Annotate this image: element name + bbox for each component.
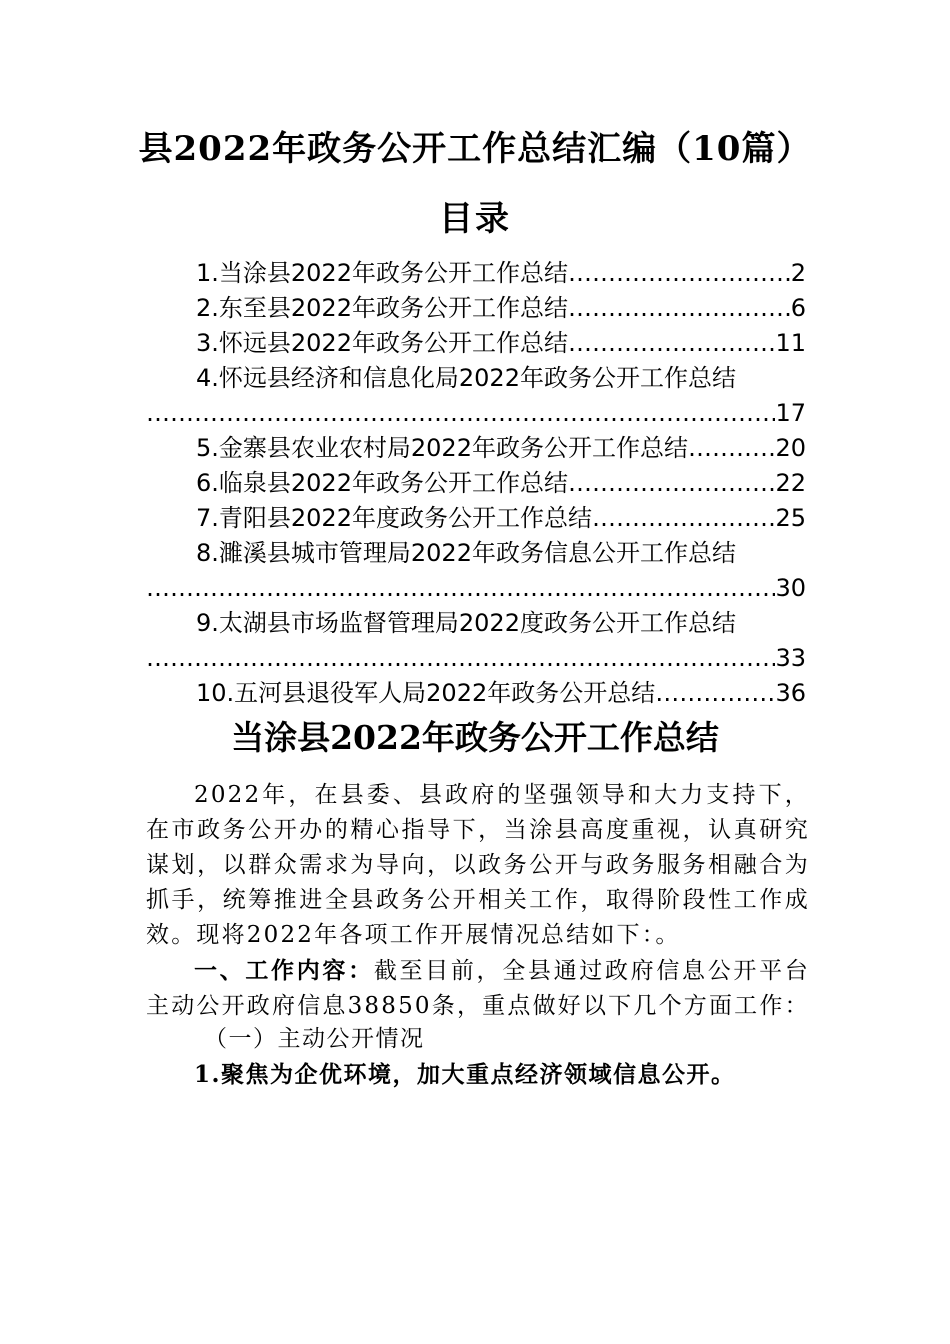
toc-entry-page: 17 [775,399,806,427]
toc-entry-page: 25 [775,504,806,532]
toc-leader-dots [568,256,791,291]
toc-heading: 目录 [439,199,511,239]
toc-entry[interactable] [146,431,806,466]
paragraph-lead-heading: 一、工作内容： [194,957,374,984]
toc-entry-label: 2.东至县2022年政务公开工作总结 [196,294,568,322]
toc-entry-page: 11 [775,329,806,357]
toc-entry-label: 6.临泉县2022年政务公开工作总结 [196,469,568,497]
paragraph-text: 截至目前，全县通过政府信息公开平台主动公开政府信息38850条，重点做好以下几个方面工作： [146,958,810,1019]
table-of-contents [146,256,806,711]
toc-entry-label: 4.怀远县经济和信息化局2022年政务公开工作总结 [196,364,736,392]
toc-entry[interactable] [146,326,806,361]
toc-entry-page: 22 [775,469,806,497]
subsection-heading: （一）主动公开情况 [204,1026,425,1052]
toc-entry[interactable] [146,536,806,571]
toc-entry-label: 7.青阳县2022年度政务公开工作总结 [196,504,592,532]
toc-entry-label: 5.金寨县农业农村局2022年政务公开工作总结 [196,434,688,462]
toc-entry-page: 2 [790,259,806,287]
toc-entry-label: 1.当涂县2022年政务公开工作总结 [196,259,568,287]
toc-leader-dots [146,641,775,676]
sub-subsection-heading: 1.聚焦为企优环境，加大重点经济领域信息公开。 [194,1061,736,1088]
toc-entry-continuation[interactable] [146,641,806,676]
toc-entry[interactable] [146,501,806,536]
toc-entry-continuation[interactable] [146,571,806,606]
toc-entry-page: 30 [775,574,806,602]
toc-entry-label: 9.太湖县市场监督管理局2022度政务公开工作总结 [196,609,736,637]
toc-entry-page: 36 [775,679,806,707]
toc-leader-dots [568,466,775,501]
toc-leader-dots [568,326,775,361]
toc-entry-label: 10.五河县退役军人局2022年政务公开总结 [196,679,656,707]
document-title: 县2022年政务公开工作总结汇编（10篇） [138,129,812,169]
body-paragraph [146,953,810,1024]
toc-entry-page: 6 [790,294,806,322]
toc-entry[interactable] [146,466,806,501]
toc-entry-page: 33 [775,644,806,672]
toc-leader-dots [592,501,775,536]
toc-entry[interactable] [146,676,806,711]
toc-leader-dots [655,676,775,711]
toc-leader-dots [146,396,775,431]
body-paragraph: 2022年，在县委、县政府的坚强领导和大力支持下，在市政务公开办的精心指导下，当涂县高度重视，认真研究谋划，以群众需求为导向，以政务公开与政务服务相融合为抓手，统筹推进全县政务公开相关工作，取得阶段性工作成效。现将2022年各项工作开展情况总结如下：。 [146,782,810,948]
toc-entry[interactable] [146,291,806,326]
toc-entry-continuation[interactable] [146,396,806,431]
toc-entry-label: 3.怀远县2022年政务公开工作总结 [196,329,568,357]
section-title: 当涂县2022年政务公开工作总结 [231,718,719,757]
toc-leader-dots [688,431,775,466]
toc-entry-page: 20 [775,434,806,462]
toc-leader-dots [146,571,775,606]
toc-entry[interactable] [146,361,806,396]
toc-entry[interactable] [146,256,806,291]
toc-entry[interactable] [146,606,806,641]
toc-leader-dots [568,291,791,326]
toc-entry-label: 8.濉溪县城市管理局2022年政务信息公开工作总结 [196,539,736,567]
